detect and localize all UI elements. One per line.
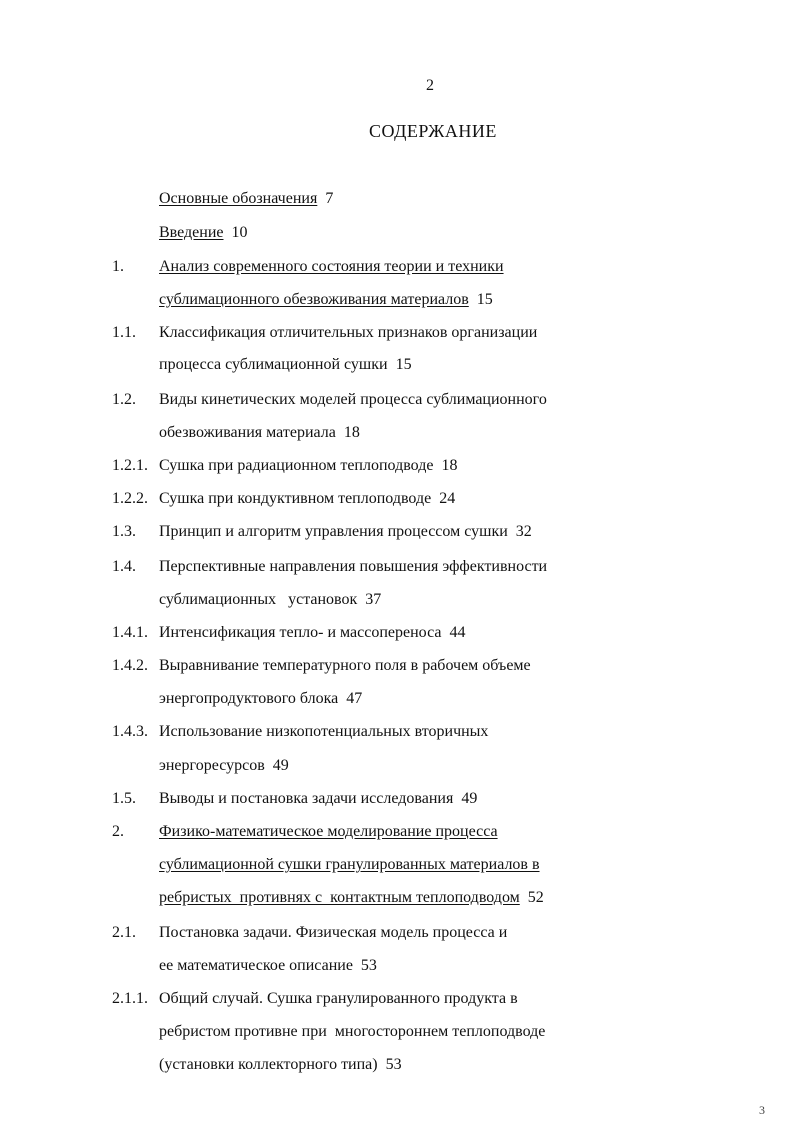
toc-entry-label: Основные обозначения [159,190,318,207]
toc-entry-number: 1.5. [112,790,136,807]
toc-entry-label: Введение [159,224,224,241]
toc-entry-number: 1.1. [112,324,136,341]
toc-entry-label: ее математическое описание [159,957,353,974]
toc-entry-label: Использование низкопотенциальных вторичных [159,723,489,740]
toc-entry-label: Выводы и постановка задачи исследования [159,790,454,807]
toc-entry-label: Виды кинетических моделей процесса сублимационного [159,391,547,408]
toc-entry-label: сублимационного обезвоживания материалов [159,291,469,308]
toc-entry-label: Общий случай. Сушка гранулированного продукта в [159,990,518,1007]
toc-entry-label: Перспективные направления повышения эффективности [159,558,548,575]
toc-page-number: 15 [476,291,493,308]
toc-entry-label: Анализ современного состояния теории и техники [159,258,504,275]
toc-entry-number: 2. [112,823,124,840]
toc-page-number: 7 [325,190,334,207]
toc-page-number: 49 [272,757,289,774]
toc-entry-label: Сушка при радиационном теплоподводе [159,457,434,474]
toc-entry-label: Постановка задачи. Физическая модель процесса и [159,924,508,941]
toc-entry-label: обезвоживания материала [159,424,336,441]
toc-entry-number: 2.1.1. [112,990,148,1007]
toc-entry-label: энергоресурсов [159,757,265,774]
page-title: СОДЕРЖАНИЕ [369,121,497,141]
toc-entry-number: 1.4.1. [112,624,148,641]
toc-page-number: 18 [441,457,458,474]
toc-entry-label: (установки коллекторного типа) [159,1056,378,1073]
toc-page-number: 15 [395,356,412,373]
toc-entry-label: Классификация отличительных признаков организации [159,324,538,341]
toc-entry-number: 1. [112,258,124,275]
toc-entry-label: сублимационных установок [159,591,358,608]
toc-page-number: 47 [346,690,363,707]
next-page-mark: 3 [759,1103,765,1117]
toc-entry-number: 1.4.2. [112,657,148,674]
toc-entry-number: 1.3. [112,523,136,540]
toc-entry-number: 1.2.2. [112,490,148,507]
toc-page-number: 18 [343,424,360,441]
toc-entry-label: Интенсификация тепло- и массопереноса [159,624,442,641]
page-number: 2 [426,77,434,94]
toc-entry-label: ребристых противнях с контактным теплоподводом [159,889,520,906]
toc-entry-label: энергопродуктового блока [159,690,339,707]
toc-entry-label: процесса сублимационной сушки [159,356,388,373]
toc-page-number: 49 [461,790,478,807]
toc-entry-number: 1.2.1. [112,457,148,474]
toc-entry-label: ребристом противне при многостороннем теплоподводе [159,1023,546,1040]
toc-page-number: 44 [449,624,466,641]
toc-entry-label: Принцип и алгоритм управления процессом сушки [159,523,508,540]
toc-page-number: 32 [515,523,532,540]
toc-page-number: 24 [439,490,456,507]
toc-entry-number: 1.2. [112,391,136,408]
toc-page-number: 52 [527,889,544,906]
toc-page-number: 53 [360,957,377,974]
toc-entry-label: Физико-математическое моделирование процесса [159,823,498,840]
toc-entry-number: 1.4.3. [112,723,148,740]
toc-entry-number: 2.1. [112,924,136,941]
toc-entry-number: 1.4. [112,558,136,575]
toc-entry-label: Выравнивание температурного поля в рабочем объеме [159,657,531,674]
toc-page-number: 53 [385,1056,402,1073]
toc-entry-label: Сушка при кондуктивном теплоподводе [159,490,432,507]
toc-page-number: 10 [231,224,248,241]
toc-entry-label: сублимационной сушки гранулированных материалов в [159,856,540,873]
toc-page-number: 37 [365,591,382,608]
